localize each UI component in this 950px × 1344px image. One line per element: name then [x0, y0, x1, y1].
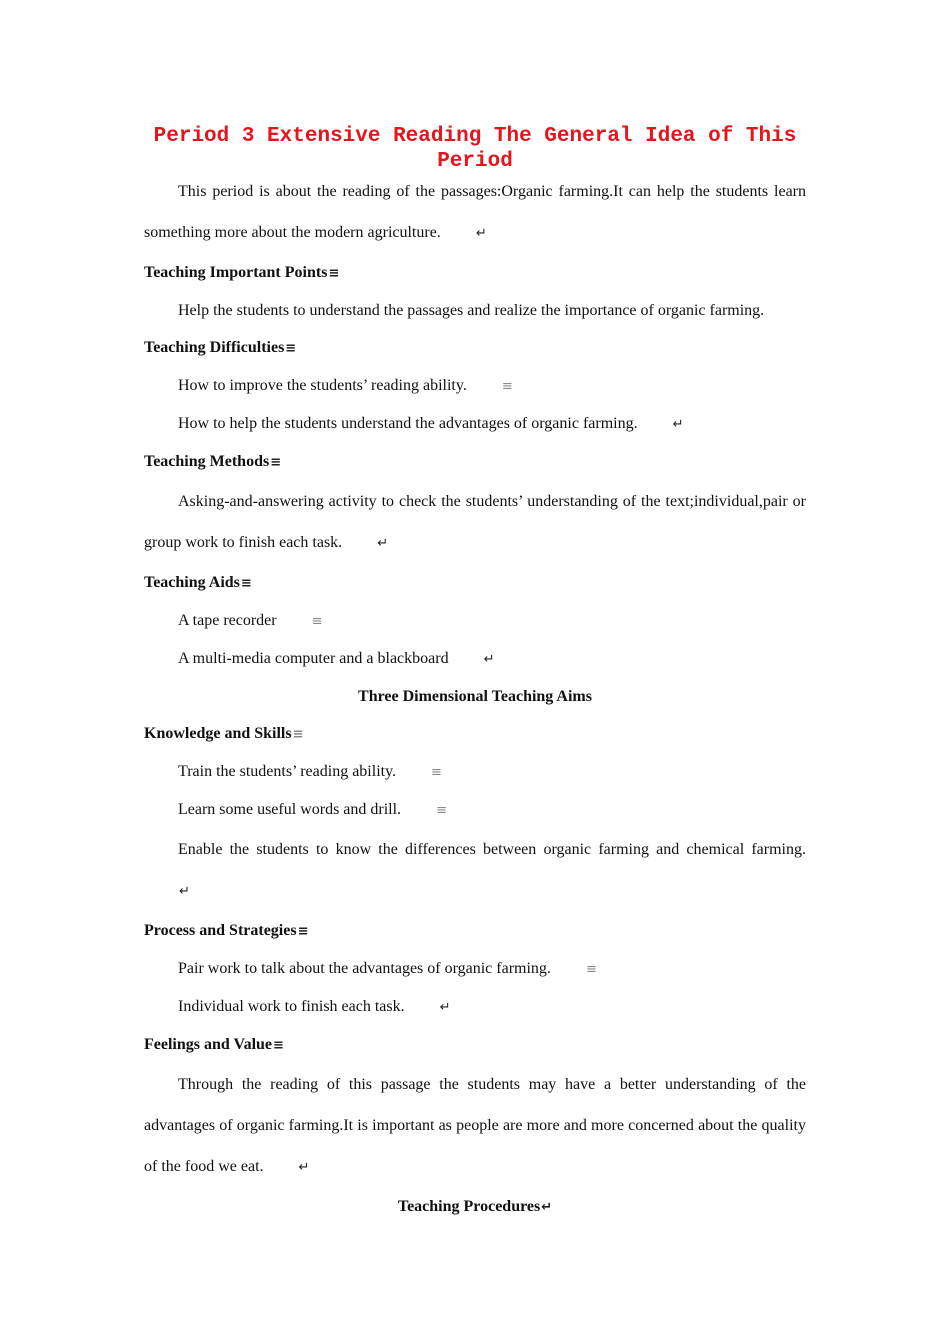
process-heading-text: Process and Strategies — [144, 922, 297, 939]
paragraph-mark-icon: ↵ — [179, 884, 190, 899]
line-break-mark-icon: ≡ — [436, 803, 447, 818]
difficulty-item-text: How to improve the students’ reading ability. — [178, 377, 467, 394]
aids-heading — [144, 564, 806, 602]
line-break-mark-icon: ≡ — [285, 341, 297, 356]
knowledge-item-text: Enable the students to know the differences between organic farming and chemical farming. — [178, 841, 806, 858]
line-break-mark-icon: ≡ — [297, 924, 309, 939]
knowledge-heading-text: Knowledge and Skills — [144, 725, 292, 742]
line-break-mark-icon: ≡ — [431, 765, 442, 780]
title-line-1: Period 3 Extensive Reading The General Idea of This — [153, 125, 797, 148]
intro-paragraph — [144, 171, 806, 254]
aid-item — [144, 640, 806, 678]
process-item-text: Pair work to talk about the advantages of organic farming. — [178, 960, 551, 977]
methods-heading — [144, 443, 806, 481]
procedures-heading — [144, 1188, 806, 1226]
methods-text — [144, 481, 806, 564]
paragraph-mark-icon: ↵ — [439, 1000, 451, 1015]
line-break-mark-icon: ≡ — [270, 455, 282, 470]
process-item — [144, 950, 806, 988]
paragraph-mark-icon: ↵ — [298, 1160, 310, 1175]
line-break-mark-icon: ≡ — [585, 962, 597, 977]
knowledge-item — [144, 791, 806, 829]
aids-heading-text: Teaching Aids — [144, 574, 240, 591]
important-points-heading-text: Teaching Important Points — [144, 264, 328, 281]
difficulties-heading — [144, 329, 806, 367]
process-heading — [144, 912, 806, 950]
procedures-heading-text: Teaching Procedures — [397, 1198, 541, 1215]
methods-text-span: Asking-and-answering activity to check the students’ understanding of the text;individual,pair or group work to finish each task. — [144, 493, 806, 551]
difficulty-item-text: How to help the students understand the advantages of organic farming. — [178, 415, 638, 432]
aid-item-text: A multi-media computer and a blackboard — [178, 650, 449, 667]
line-break-mark-icon: ≡ — [273, 1038, 284, 1053]
document-page — [144, 124, 806, 1226]
methods-heading-text: Teaching Methods — [144, 453, 270, 470]
feelings-heading — [144, 1026, 806, 1064]
page-title — [144, 124, 806, 174]
feelings-heading-text: Feelings and Value — [144, 1036, 273, 1053]
knowledge-item-text: Learn some useful words and drill. — [178, 801, 402, 818]
important-points-heading — [144, 254, 806, 292]
intro-text: This period is about the reading of the passages:Organic farming.It can help the students learn something more about the modern agriculture. — [144, 183, 806, 241]
knowledge-heading — [144, 715, 806, 753]
difficulties-heading-text: Teaching Difficulties — [144, 339, 285, 356]
process-item-text: Individual work to finish each task. — [178, 998, 405, 1015]
paragraph-mark-icon: ↵ — [541, 1200, 553, 1215]
feelings-text-span: Through the reading of this passage the students may have a better understanding of the advantages of organic farming.It is important as people are more and more concerned about the quality of the food we eat. — [144, 1076, 806, 1175]
important-points-text — [144, 292, 806, 329]
knowledge-item — [144, 829, 806, 912]
paragraph-mark-icon: ↵ — [475, 226, 487, 241]
line-break-mark-icon: ≡ — [292, 727, 304, 742]
aid-item — [144, 602, 806, 640]
knowledge-item — [144, 753, 806, 791]
line-break-mark-icon: ≡ — [311, 614, 323, 629]
difficulty-item — [144, 405, 806, 443]
paragraph-mark-icon: ↵ — [672, 417, 684, 432]
aid-item-text: A tape recorder — [178, 612, 277, 629]
title-line-2: Period — [437, 150, 513, 173]
difficulty-item — [144, 367, 806, 405]
paragraph-mark-icon: ↵ — [377, 536, 389, 551]
line-break-mark-icon: ≡ — [328, 266, 340, 281]
feelings-text — [144, 1064, 806, 1188]
important-points-text-span: Help the students to understand the passages and realize the importance of organic farming. — [178, 302, 765, 319]
process-item — [144, 988, 806, 1026]
line-break-mark-icon: ≡ — [240, 576, 252, 591]
paragraph-mark-icon: ↵ — [483, 652, 495, 667]
knowledge-item-text: Train the students’ reading ability. — [178, 763, 397, 780]
aims-heading-text: Three Dimensional Teaching Aims — [358, 688, 592, 705]
line-break-mark-icon: ≡ — [501, 379, 513, 394]
aims-heading — [144, 678, 806, 715]
